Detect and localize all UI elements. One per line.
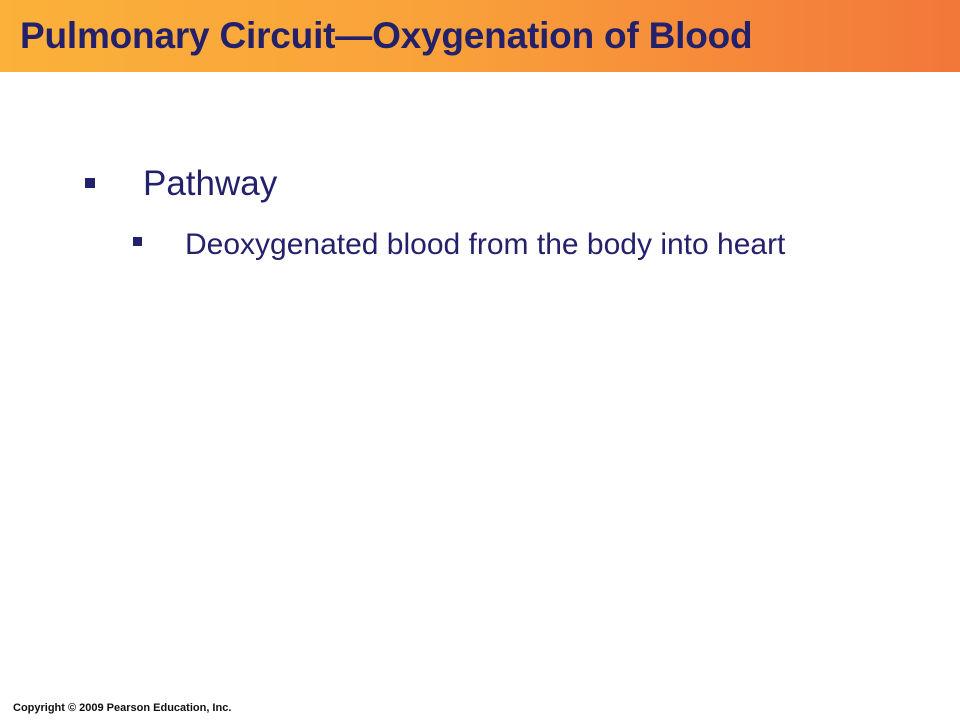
- slide-title: Pulmonary Circuit—Oxygenation of Blood: [20, 15, 753, 56]
- copyright-footer: Copyright © 2009 Pearson Education, Inc.: [13, 702, 232, 714]
- square-bullet-icon: [85, 178, 95, 188]
- sub-bullet-item: [133, 224, 833, 266]
- title-bar: [0, 0, 960, 72]
- sub-bullet-text: Deoxygenated blood from the body into heart: [185, 228, 786, 261]
- bullet-text: Pathway: [143, 164, 278, 203]
- square-bullet-icon: [133, 237, 142, 246]
- bullet-item: [85, 162, 885, 206]
